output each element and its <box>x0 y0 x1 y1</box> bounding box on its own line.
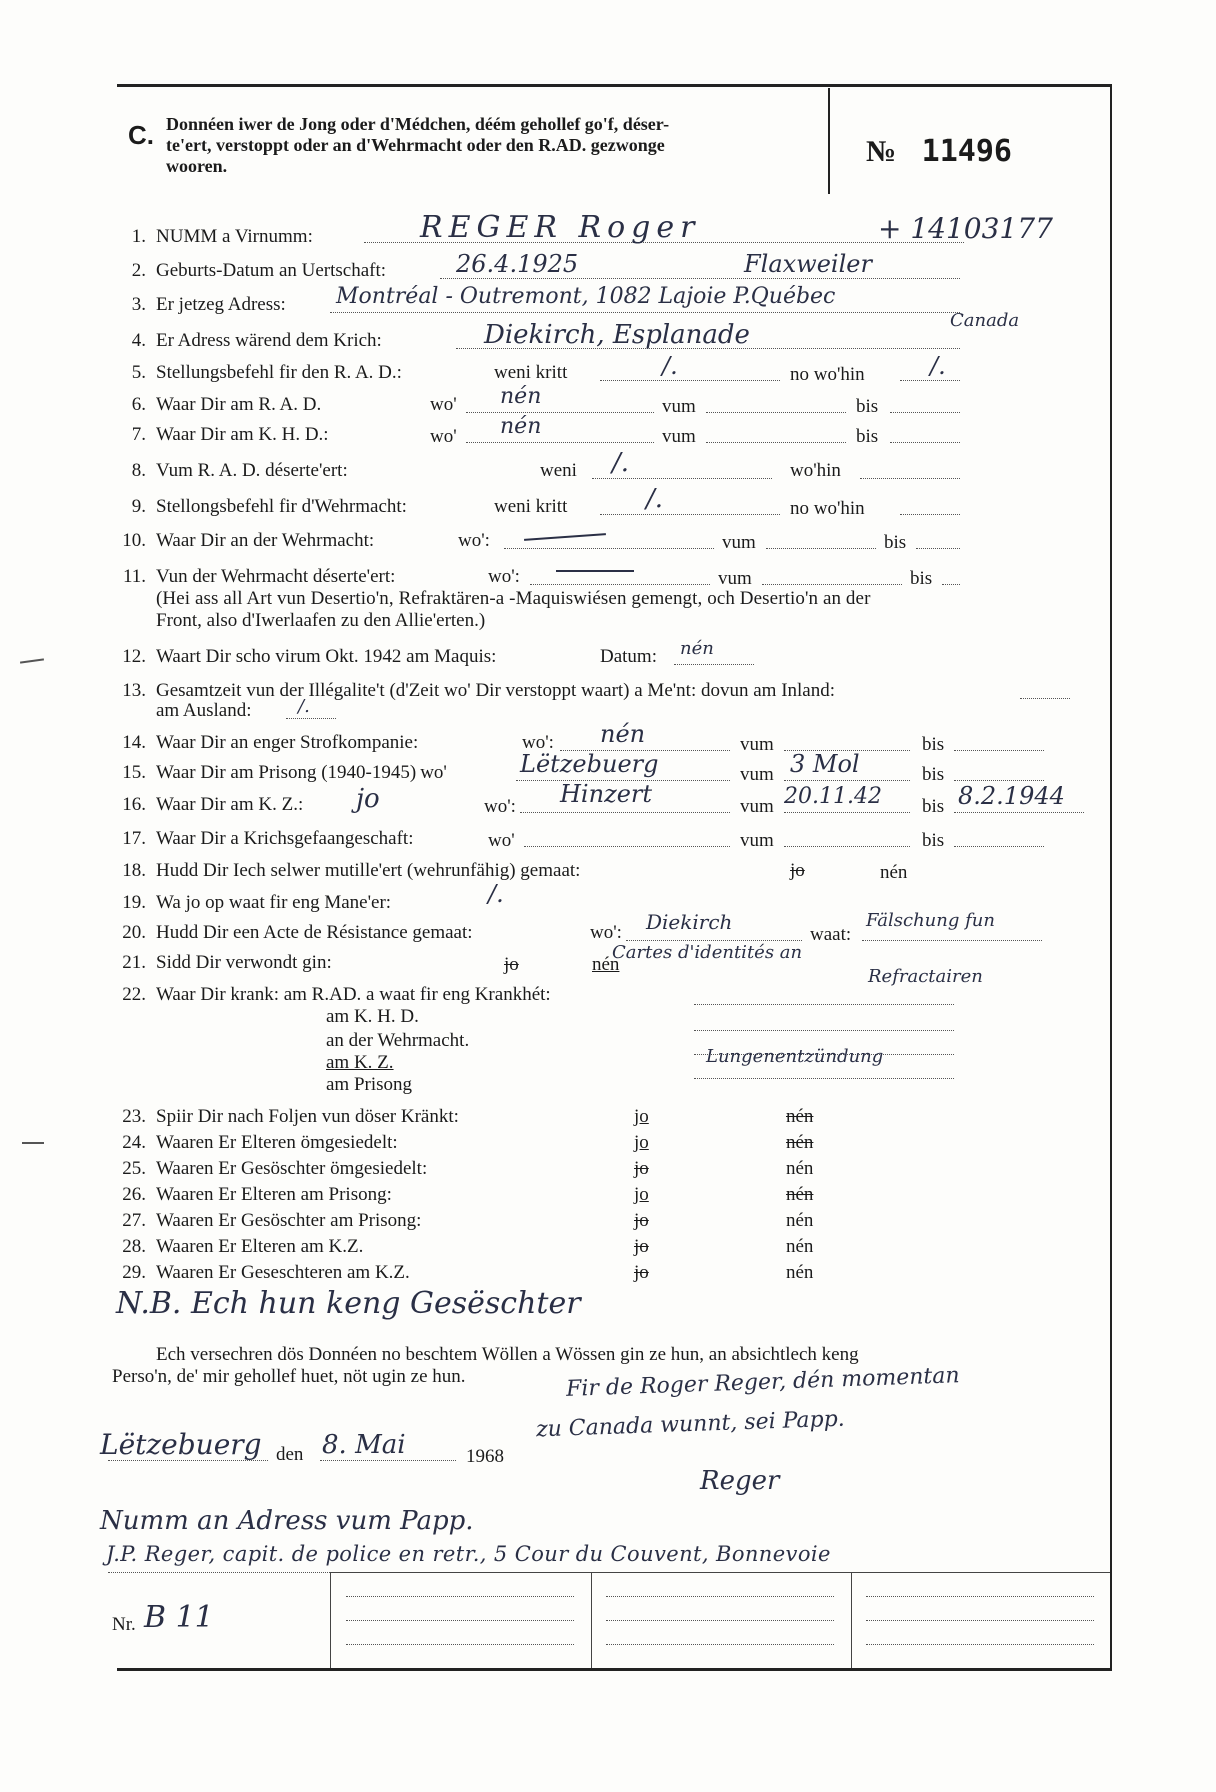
question-16 <box>112 794 303 816</box>
q-text: Vun der Wehrmacht déserte'ert: <box>156 566 396 587</box>
dots <box>320 1460 456 1461</box>
label-vum: vum <box>718 568 752 589</box>
q-text: Vum R. A. D. déserte'ert: <box>156 460 348 481</box>
option-jo-struck: jo <box>634 1158 649 1179</box>
option-nen: nén <box>786 1262 814 1283</box>
dash-mark <box>524 533 606 541</box>
answer-q16-bis: 8.2.1944 <box>958 782 1065 810</box>
dots <box>330 312 960 313</box>
dots <box>520 812 730 813</box>
question-6 <box>112 394 321 416</box>
q-number: 13. <box>122 680 146 701</box>
label-den: den <box>276 1444 304 1465</box>
q-text: Waaren Er Gesöschter am Prisong: <box>156 1210 422 1231</box>
question-14 <box>112 732 418 754</box>
dots <box>606 1596 834 1597</box>
dots <box>466 442 654 443</box>
q-number: 12. <box>122 646 146 667</box>
dots <box>530 584 710 585</box>
label-datum: Datum: <box>600 646 657 667</box>
dots <box>862 940 1042 941</box>
handwritten-note: zu Canada wunnt, sei Papp. <box>535 1406 846 1443</box>
hole-punch-mark <box>20 658 44 663</box>
q-text: Gesamtzeit vun der Illégalite't (d'Zeit wo' Dir verstoppt waart) a Me'nt: dovun am Inland: <box>156 680 836 701</box>
q11-note: Front, also d'Iwerlaafen zu den Allie'erten.) <box>156 610 486 631</box>
label-bis: bis <box>922 830 945 851</box>
q-number: 29. <box>122 1262 146 1283</box>
label-vum: vum <box>740 734 774 755</box>
dots <box>600 380 780 381</box>
label-vum: vum <box>740 830 774 851</box>
option-jo-struck: jo <box>634 1236 649 1257</box>
dots <box>674 664 754 665</box>
question-19 <box>112 892 391 914</box>
dots <box>108 1460 268 1461</box>
dots <box>942 584 960 585</box>
q-text: Waaren Er Elteren am K.Z. <box>156 1236 364 1257</box>
answer-birth-place: Flaxweiler <box>744 250 872 278</box>
option-nen-struck: nén <box>786 1184 814 1205</box>
q22-option: am K. Z. <box>326 1052 394 1073</box>
option-jo: jo <box>634 1106 649 1127</box>
answer-q21-note: Refractairen <box>868 966 983 987</box>
question-27 <box>112 1210 421 1232</box>
answer-slash: /. <box>646 484 664 514</box>
question-15 <box>112 762 447 784</box>
dots <box>866 1596 1094 1597</box>
father-address: J.P. Reger, capit. de police en retr., 5 Cour du Couvent, Bonnevoie <box>106 1542 831 1566</box>
label-vum: vum <box>662 396 696 417</box>
question-12 <box>112 646 496 668</box>
option-nen: nén <box>786 1158 814 1179</box>
q-number: 10. <box>122 530 146 551</box>
question-18 <box>112 860 580 882</box>
dots <box>524 846 730 847</box>
declaration-line: Perso'n, de' mir gehollef huet, nöt ugin ze hun. <box>112 1366 466 1387</box>
declaration-line: Ech versechren dös Donnéen no beschtem Wöllen a Wössen gin ze hun, an absichtlech keng <box>156 1344 859 1365</box>
q22-option: an der Wehrmacht. <box>326 1030 470 1051</box>
answer-address-country: Canada <box>950 310 1020 331</box>
dots <box>440 278 960 279</box>
q-number: 9. <box>131 496 146 517</box>
option-nen-struck: nén <box>786 1106 814 1127</box>
handwritten-note: Fir de Roger Reger, dén momentan <box>565 1363 960 1402</box>
header-mark: C. <box>128 120 154 150</box>
bottom-rule <box>117 1668 1112 1671</box>
q-number: 16. <box>122 794 146 815</box>
q-text: Waart Dir scho virum Okt. 1942 am Maquis: <box>156 646 497 667</box>
option-nen: nén <box>786 1236 814 1257</box>
answer-slash: /. <box>488 880 504 908</box>
q-number: 21. <box>122 952 146 973</box>
question-5 <box>112 362 402 384</box>
answer-nen: nén <box>500 384 542 409</box>
answer-q15-wo: Lëtzebuerg <box>520 750 659 778</box>
q-number: 23. <box>122 1106 146 1127</box>
q-text: Hudd Dir een Acte de Résistance gemaat: <box>156 922 473 943</box>
nr-value: B 11 <box>144 1600 214 1635</box>
question-9 <box>112 496 407 518</box>
answer-name: REGER Roger <box>420 210 701 245</box>
option-jo: jo <box>634 1184 649 1205</box>
number-sign: № <box>866 135 897 168</box>
label-bis: bis <box>922 796 945 817</box>
option-jo-struck: jo <box>634 1210 649 1231</box>
q-number: 4. <box>131 330 146 351</box>
option-nen-struck: nén <box>786 1132 814 1153</box>
dots <box>606 1620 834 1621</box>
answer-q20-wo: Diekirch <box>646 910 733 934</box>
dots <box>592 478 772 479</box>
q-number: 14. <box>122 732 146 753</box>
signature: Reger <box>700 1466 780 1496</box>
q-number: 28. <box>122 1236 146 1257</box>
q-text: Waar Dir am Prisong (1940-1945) <box>156 762 417 783</box>
q22-option: am Prisong <box>326 1074 413 1095</box>
q11-note: (Hei ass all Art vun Desertio'n, Refraktären-a -Maquiswiésen gemengt, och Desertio'n an der <box>156 588 871 609</box>
q-text: Waaren Er Gesöschter ömgesiedelt: <box>156 1158 428 1179</box>
q-text: Spiir Dir nach Foljen vun döser Kränkt: <box>156 1106 459 1127</box>
dots <box>900 514 960 515</box>
label-bis: bis <box>922 734 945 755</box>
q-number: 1. <box>131 226 146 247</box>
signature-date: 8. Mai <box>322 1430 406 1460</box>
header-title-line: wooren. <box>166 156 228 176</box>
label-vum: vum <box>662 426 696 447</box>
top-rule <box>117 84 1112 87</box>
question-4 <box>112 330 382 352</box>
dots <box>866 1620 1094 1621</box>
answer-q16: jo <box>356 784 380 814</box>
dots <box>466 412 654 413</box>
q-number: 20. <box>122 922 146 943</box>
answer-slash: /. <box>298 696 310 717</box>
dots <box>954 780 1044 781</box>
dots <box>706 412 846 413</box>
label-no-wohin: no wo'hin <box>790 498 865 519</box>
hole-punch-mark <box>22 1142 44 1144</box>
q-number: 25. <box>122 1158 146 1179</box>
dots <box>890 412 960 413</box>
option-jo-struck: jo <box>790 860 805 881</box>
label-wo: wo': <box>484 796 516 817</box>
q-number: 3. <box>131 294 146 315</box>
q-number: 22. <box>122 984 146 1005</box>
box-divider <box>591 1572 592 1668</box>
dots <box>890 442 960 443</box>
dots <box>900 380 960 381</box>
q-text: Waar Dir an der Wehrmacht: <box>156 530 375 551</box>
answer-q16-wo: Hinzert <box>560 780 653 808</box>
answer-q15-vum: 3 Mol <box>790 750 860 778</box>
q13-abroad: am Ausland: <box>156 700 252 721</box>
dots <box>694 1078 954 1079</box>
question-10 <box>112 530 374 552</box>
option-jo: jo <box>634 1132 649 1153</box>
question-1 <box>112 226 313 248</box>
label-bis: bis <box>922 764 945 785</box>
label-bis: bis <box>884 532 907 553</box>
question-7 <box>112 424 329 446</box>
q-number: 2. <box>131 260 146 281</box>
question-11 <box>112 566 395 588</box>
dots <box>784 812 910 813</box>
number-value: 11496 <box>921 134 1012 169</box>
label-wo: wo' <box>430 426 457 447</box>
q-number: 15. <box>122 762 146 783</box>
label-wo: wo': <box>522 732 554 753</box>
q-text: Waaren Er Elteren ömgesiedelt: <box>156 1132 398 1153</box>
question-25 <box>112 1158 427 1180</box>
dots <box>694 1030 954 1031</box>
q-number: 19. <box>122 892 146 913</box>
dots <box>346 1620 574 1621</box>
label-vum: vum <box>740 764 774 785</box>
nr-label: Nr. <box>112 1614 136 1635</box>
q-number: 18. <box>122 860 146 881</box>
q-text: Sidd Dir verwondt gin: <box>156 952 332 973</box>
dots <box>694 1004 954 1005</box>
signature-place: Lëtzebuerg <box>100 1428 262 1461</box>
q-text: Waar Dir am R. A. D. <box>156 394 322 415</box>
q-text: Geburts-Datum an Uertschaft: <box>156 260 387 281</box>
option-nen: nén <box>592 954 620 975</box>
question-13 <box>112 680 835 702</box>
question-8 <box>112 460 348 482</box>
header-title-line: Donnéen iwer de Jong oder d'Médchen, déém gehollef go'f, déser- <box>166 114 670 134</box>
answer-slash: /. <box>930 352 946 380</box>
dots <box>954 846 1044 847</box>
q-number: 11. <box>122 566 146 587</box>
answer-q20-waat: Fälschung fun <box>866 910 995 931</box>
label-waat: waat: <box>810 924 852 945</box>
dots <box>606 1644 834 1645</box>
answer-war-address: Diekirch, Esplanade <box>484 320 750 350</box>
label-bis: bis <box>856 396 879 417</box>
q-text: Wa jo op waat fir eng Mane'er: <box>156 892 392 913</box>
q-number: 27. <box>122 1210 146 1231</box>
q-text: Waar Dir a Krichsgefaangeschaft: <box>156 828 414 849</box>
answer-address: Montréal - Outremont, 1082 Lajoie P.Québec <box>336 284 836 309</box>
dots <box>954 812 1084 813</box>
q-text: Stellongsbefehl fir d'Wehrmacht: <box>156 496 407 517</box>
dots <box>860 478 960 479</box>
q-text: Waaren Er Geseschteren am K.Z. <box>156 1262 410 1283</box>
q-text: Waar Dir am K. H. D.: <box>156 424 329 445</box>
question-28 <box>112 1236 363 1258</box>
question-20 <box>112 922 473 944</box>
box-top <box>330 1572 1110 1573</box>
label-wo: wo' <box>488 830 515 851</box>
father-label: Numm an Adress vum Papp. <box>100 1506 474 1536</box>
answer-nen: nén <box>500 414 542 439</box>
q-text: Waar Dir am K. Z.: <box>156 794 304 815</box>
q-text: Waaren Er Elteren am Prisong: <box>156 1184 392 1205</box>
label-wo: wo': <box>590 922 622 943</box>
answer-birth-date: 26.4.1925 <box>456 250 579 278</box>
label-weni-kritt: weni kritt <box>494 362 568 383</box>
answer-q22-kz: Lungenentzündung <box>706 1046 884 1067</box>
dots <box>1020 698 1070 699</box>
dots <box>916 548 960 549</box>
answer-nen: nén <box>680 638 714 659</box>
answer-nb: N.B. Ech hun keng Gesëschter <box>116 1286 581 1321</box>
label-wohin: wo'hin <box>790 460 841 481</box>
answer-slash: /. <box>612 448 630 478</box>
dots <box>626 940 802 941</box>
dash-mark <box>556 570 634 572</box>
dots <box>784 846 910 847</box>
q-number: 24. <box>122 1132 146 1153</box>
question-29 <box>112 1262 410 1284</box>
header-title-line: te'ert, verstoppt oder an d'Wehrmacht oder den R.AD. gezwonge <box>166 135 665 155</box>
option-jo-struck: jo <box>504 954 519 975</box>
box-divider <box>330 1572 331 1668</box>
label-wo: wo' <box>420 762 447 783</box>
right-border <box>1110 84 1112 1670</box>
question-26 <box>112 1184 392 1206</box>
dots <box>286 718 336 719</box>
form-number <box>866 134 1012 169</box>
label-weni: weni <box>540 460 577 481</box>
q-text: Hudd Dir Iech selwer mutille'ert (wehrunfähig) gemaat: <box>156 860 581 881</box>
question-24 <box>112 1132 398 1154</box>
label-no-wohin: no wo'hin <box>790 364 865 385</box>
answer-q21-note: Cartes d'identités an <box>612 942 803 963</box>
q-text: Er jetzeg Adress: <box>156 294 286 315</box>
label-bis: bis <box>910 568 933 589</box>
question-21 <box>112 952 332 974</box>
dots <box>706 442 846 443</box>
q-text: Waar Dir an enger Strofkompanie: <box>156 732 419 753</box>
header-divider <box>828 88 830 194</box>
dots <box>766 548 876 549</box>
q-text: Waar Dir krank: am R.AD. a waat fir eng Krankhét: <box>156 984 551 1005</box>
answer-slash: /. <box>662 352 678 380</box>
dots <box>954 750 1044 751</box>
answer-death: + 14103177 <box>878 212 1053 245</box>
label-vum: vum <box>722 532 756 553</box>
dots <box>762 584 902 585</box>
question-2 <box>112 260 386 282</box>
option-nen: nén <box>880 862 908 883</box>
dots <box>600 514 780 515</box>
q-number: 5. <box>131 362 146 383</box>
option-nen: nén <box>786 1210 814 1231</box>
q-number: 6. <box>131 394 146 415</box>
q-text: Er Adress wärend dem Krich: <box>156 330 382 351</box>
dots <box>346 1596 574 1597</box>
question-3 <box>112 294 286 316</box>
box-divider <box>851 1572 852 1668</box>
q-number: 26. <box>122 1184 146 1205</box>
label-wo: wo': <box>488 566 520 587</box>
q-number: 17. <box>122 828 146 849</box>
answer-q16-vum: 20.11.42 <box>784 784 882 809</box>
question-23 <box>112 1106 459 1128</box>
label-wo: wo' <box>430 394 457 415</box>
q-number: 8. <box>131 460 146 481</box>
q-text: Stellungsbefehl fir den R. A. D.: <box>156 362 402 383</box>
label-bis: bis <box>856 426 879 447</box>
dots <box>504 548 714 549</box>
option-jo-struck: jo <box>634 1262 649 1283</box>
q-text: NUMM a Virnumm: <box>156 226 313 247</box>
answer-q14-wo: nén <box>600 720 646 748</box>
dots <box>784 780 910 781</box>
q22-option: am K. H. D. <box>326 1006 419 1027</box>
q-number: 7. <box>131 424 146 445</box>
header-title <box>166 114 816 177</box>
dots <box>866 1644 1094 1645</box>
dots <box>346 1644 574 1645</box>
question-17 <box>112 828 413 850</box>
label-weni-kritt: weni kritt <box>494 496 568 517</box>
question-22 <box>112 984 551 1006</box>
label-vum: vum <box>740 796 774 817</box>
signature-year: 1968 <box>466 1446 504 1467</box>
label-wo: wo': <box>458 530 490 551</box>
